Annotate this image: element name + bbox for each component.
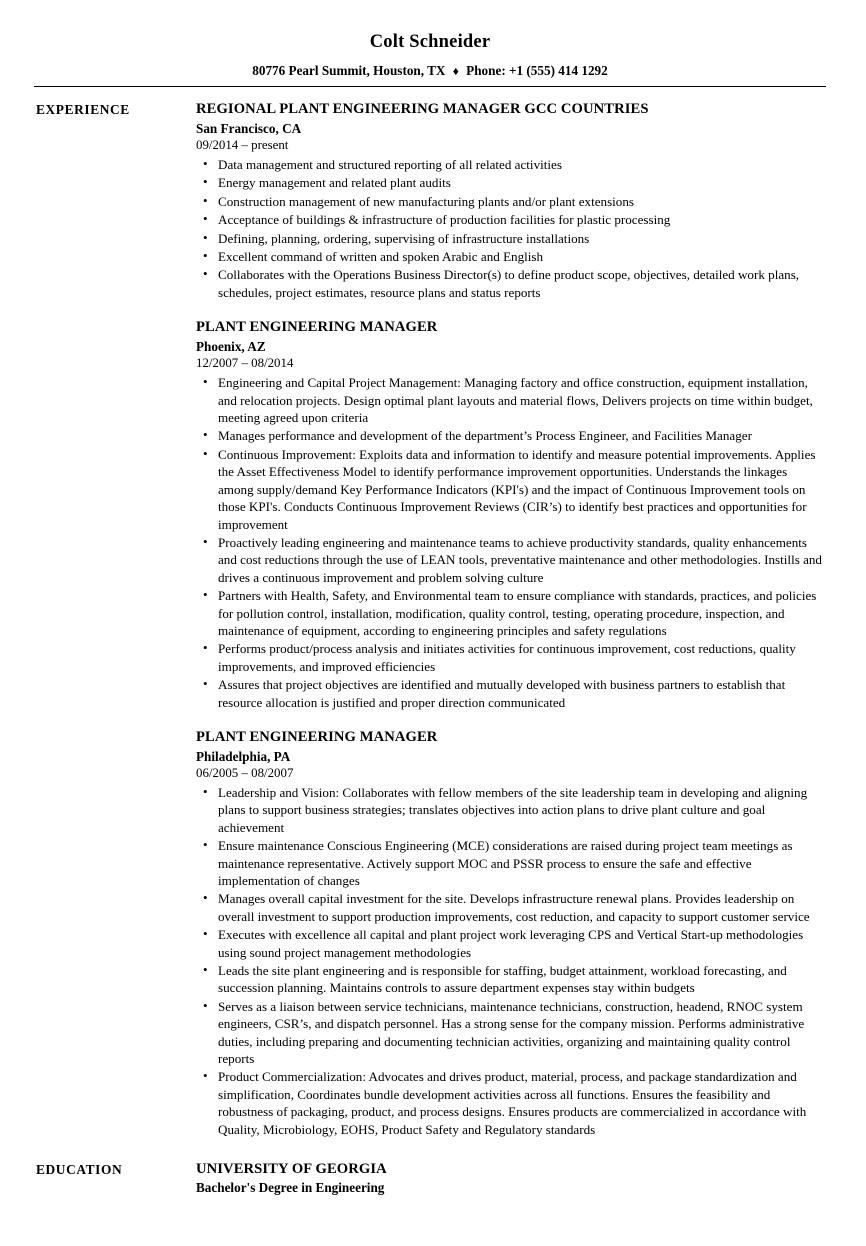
job-dates: 09/2014 – present [196, 138, 289, 152]
list-item: • Energy management and related plant audits [196, 174, 826, 191]
list-item: • Leads the site plant engineering and is responsible for staffing, budget attainment, workload forecasting, and succession planning. Maintains controls to assure department expenses stay within budgets [196, 962, 826, 997]
header-divider [34, 86, 826, 87]
list-item: • Continuous Improvement: Exploits data and information to identify and measure potential improvements. Applies the Asset Effectiveness Model to identify performance improvement opportunities. Understands the linkages among supply/demand Key Performance Indicators (KPI's) and the impact of Continuous Improvement tools on those KPI's. Conducts Continuous Improvement Reviews (CIR’s) to identify best practices and opportunities for improvement [196, 446, 826, 533]
job-dates: 06/2005 – 08/2007 [196, 765, 294, 780]
list-item: • Manages overall capital investment for the site. Develops infrastructure renewal plans. Provides leadership on overall investment to support production improvements, cost reduction, and capacity to support customer service [196, 890, 826, 925]
school-name: UNIVERSITY OF GEORGIA [196, 1161, 387, 1178]
experience-item [196, 729, 826, 1138]
education-section-label: EDUCATION [36, 1162, 123, 1178]
list-item: • Data management and structured reporting of all related activities [196, 156, 826, 173]
list-item: • Acceptance of buildings & infrastructure of production facilities for plastic processing [196, 211, 826, 228]
contact-line [34, 63, 826, 79]
education-list [172, 1161, 826, 1196]
job-title: PLANT ENGINEERING MANAGER [196, 319, 438, 336]
list-item: • Performs product/process analysis and initiates activities for continuous improvement, cost reductions, quality improvements, and improved efficiencies [196, 640, 826, 675]
list-item: • Assures that project objectives are identified and mutually developed with business partners to establish that resource allocation is justified and proper direction communicated [196, 676, 826, 711]
list-item: • Engineering and Capital Project Management: Managing factory and office construction, equipment installation, and relocation projects. Design optimal plant layouts and material flows, Delivers projects on time within budget, meeting agreed upon criteria [196, 374, 826, 426]
list-item: • Collaborates with the Operations Business Director(s) to define product scope, objectives, detailed work plans, schedules, project estimates, resource plans and status reports [196, 266, 826, 301]
education-section [34, 1161, 826, 1196]
job-dates: 12/2007 – 08/2014 [196, 356, 294, 371]
list-item: • Defining, planning, ordering, supervising of infrastructure installations [196, 230, 826, 247]
experience-item [196, 101, 826, 301]
list-item: • Product Commercialization: Advocates and drives product, material, process, and package standardization and simplification, Coordinates bundle development activities across all functions. Ensures the feasibility and robustness of packaging, product, and process designs. Ensures products are commercialized in accordance with Quality, Microbiology, EOHS, Product Safety and Regulatory standards [196, 1068, 826, 1138]
job-bullets [196, 784, 826, 1138]
diamond-separator-icon: ♦ [452, 64, 459, 78]
list-item: • Manages performance and development of the department’s Process Engineer, and Facilities Manager [196, 427, 826, 444]
degree-name: Bachelor's Degree in Engineering [196, 1180, 385, 1196]
list-item: • Serves as a liaison between service technicians, maintenance technicians, construction, headend, RNOC system engineers, CSR’s, and dispatch personnel. Has a strong sense for the company mission. Performs administrative duties, including preparing and documenting technician activities, organizing and maintaining quality control reports [196, 998, 826, 1068]
list-item: • Partners with Health, Safety, and Environmental team to ensure compliance with standards, practices, and policies for pollution control, installation, modification, quality control, testing, operating procedure, inspection, and maintenance of equipment, according to engineering principles and safety regulations [196, 587, 826, 639]
experience-item [196, 319, 826, 711]
experience-section [34, 101, 826, 1139]
list-item: • Executes with excellence all capital and plant project work leveraging CPS and Vertical Start-up methodologies using sound project management methodologies [196, 926, 826, 961]
job-title: REGIONAL PLANT ENGINEERING MANAGER GCC COUNTRIES [196, 101, 649, 117]
list-item: • Excellent command of written and spoken Arabic and English [196, 248, 826, 265]
job-bullets [196, 156, 826, 301]
list-item: • Construction management of new manufacturing plants and/or plant extensions [196, 193, 826, 210]
job-location: San Francisco, CA [196, 121, 302, 136]
list-item: • Proactively leading engineering and maintenance teams to achieve productivity standards, quality enhancements and cost reductions through the use of LEAN tools, preventative maintenance and other methodologies. Instills and drives a continuous improvement and problem solving culture [196, 534, 826, 586]
job-title: PLANT ENGINEERING MANAGER [196, 728, 438, 745]
experience-section-label: EXPERIENCE [36, 102, 130, 117]
experience-list [172, 101, 826, 1139]
job-bullets [196, 374, 826, 711]
contact-address: 80776 Pearl Summit, Houston, TX [252, 63, 446, 78]
list-item: • Leadership and Vision: Collaborates with fellow members of the site leadership team in developing and aligning plans to support business strategies; translates objectives into action plans to drive plant culture and goal achievement [196, 784, 826, 836]
job-location: Philadelphia, PA [196, 748, 291, 764]
education-item [196, 1161, 826, 1196]
contact-phone: Phone: +1 (555) 414 1292 [466, 63, 608, 78]
candidate-name: Colt Schneider [369, 32, 491, 52]
job-location: Phoenix, AZ [196, 339, 266, 355]
list-item: • Ensure maintenance Conscious Engineering (MCE) considerations are raised during project team meetings as maintenance representative. Actively support MOC and PSSR process to ensure the safe and effective implementation of changes [196, 837, 826, 889]
